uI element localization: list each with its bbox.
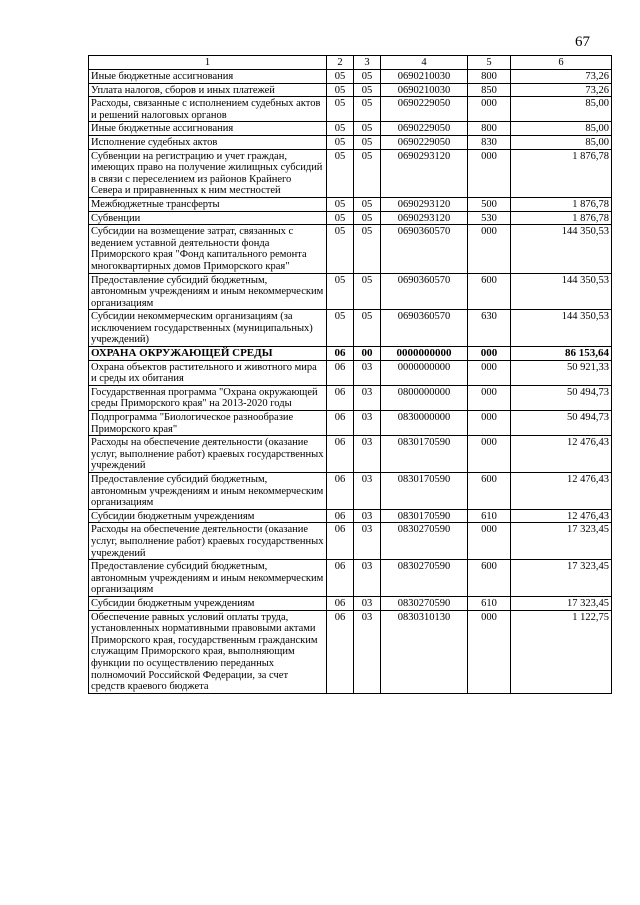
row-amount-cell: 50 494,73: [511, 411, 612, 436]
row-name-cell: Государственная программа "Охрана окружающей среды Приморского края" на 2013-2020 годы: [89, 385, 327, 410]
row-amount-cell: 85,00: [511, 122, 612, 136]
row-name-cell: Предоставление субсидий бюджетным, автономным учреждениям и иным некоммерческим организациям: [89, 273, 327, 310]
row-expense-type-cell: 610: [468, 509, 511, 523]
row-name-cell: Предоставление субсидий бюджетным, автономным учреждениям и иным некоммерческим организациям: [89, 560, 327, 597]
row-subsection-cell: 03: [354, 385, 381, 410]
row-name-cell: Подпрограмма "Биологическое разнообразие Приморского края": [89, 411, 327, 436]
row-section-cell: 05: [327, 225, 354, 273]
row-target-article-cell: 0830170590: [381, 509, 468, 523]
row-amount-cell: 1 876,78: [511, 197, 612, 211]
table-header-row: [89, 56, 612, 70]
budget-table: [88, 55, 612, 694]
row-amount-cell: 144 350,53: [511, 310, 612, 347]
row-section-cell: 06: [327, 347, 354, 361]
row-target-article-cell: 0690293120: [381, 197, 468, 211]
row-target-article-cell: 0690360570: [381, 225, 468, 273]
row-expense-type-cell: 530: [468, 211, 511, 225]
header-col-5: 5: [468, 56, 511, 70]
table-row: [89, 197, 612, 211]
row-target-article-cell: 0000000000: [381, 347, 468, 361]
row-subsection-cell: 05: [354, 310, 381, 347]
table-row: [89, 135, 612, 149]
table-row: [89, 509, 612, 523]
row-section-cell: 05: [327, 197, 354, 211]
page-number: 67: [575, 34, 590, 50]
row-amount-cell: 17 323,45: [511, 523, 612, 560]
row-amount-cell: 1 122,75: [511, 610, 612, 693]
header-col-6: 6: [511, 56, 612, 70]
row-subsection-cell: 03: [354, 523, 381, 560]
row-target-article-cell: 0000000000: [381, 360, 468, 385]
row-subsection-cell: 03: [354, 560, 381, 597]
table-row: [89, 473, 612, 510]
row-target-article-cell: 0690293120: [381, 211, 468, 225]
row-target-article-cell: 0690229050: [381, 97, 468, 122]
table-row: [89, 360, 612, 385]
row-subsection-cell: 05: [354, 225, 381, 273]
row-subsection-cell: 03: [354, 411, 381, 436]
row-amount-cell: 86 153,64: [511, 347, 612, 361]
row-amount-cell: 17 323,45: [511, 560, 612, 597]
row-name-cell: Обеспечение равных условий оплаты труда, установленных нормативными правовыми актами Приморского края, государственным гражданским служащим Приморского края, выполняющим функции по осуществлению переданных полномочий Российской Федерации, за счет средств краевого бюджета: [89, 610, 327, 693]
row-section-cell: 06: [327, 523, 354, 560]
row-amount-cell: 12 476,43: [511, 436, 612, 473]
row-section-cell: 06: [327, 473, 354, 510]
row-expense-type-cell: 800: [468, 122, 511, 136]
table-row: [89, 273, 612, 310]
row-amount-cell: 50 921,33: [511, 360, 612, 385]
row-expense-type-cell: 610: [468, 596, 511, 610]
row-subsection-cell: 05: [354, 273, 381, 310]
row-target-article-cell: 0830270590: [381, 596, 468, 610]
row-name-cell: Исполнение судебных актов: [89, 135, 327, 149]
row-section-cell: 05: [327, 70, 354, 84]
row-target-article-cell: 0830000000: [381, 411, 468, 436]
row-name-cell: Субсидии бюджетным учреждениям: [89, 509, 327, 523]
row-section-cell: 05: [327, 97, 354, 122]
row-name-cell: Расходы на обеспечение деятельности (оказание услуг, выполнение работ) краевых государственных учреждений: [89, 436, 327, 473]
row-amount-cell: 1 876,78: [511, 211, 612, 225]
row-subsection-cell: 03: [354, 360, 381, 385]
row-name-cell: ОХРАНА ОКРУЖАЮЩЕЙ СРЕДЫ: [89, 347, 327, 361]
row-target-article-cell: 0690293120: [381, 149, 468, 197]
table-row: [89, 560, 612, 597]
row-section-cell: 06: [327, 560, 354, 597]
row-section-cell: 05: [327, 122, 354, 136]
row-expense-type-cell: 630: [468, 310, 511, 347]
row-expense-type-cell: 600: [468, 473, 511, 510]
row-subsection-cell: 03: [354, 473, 381, 510]
row-amount-cell: 12 476,43: [511, 509, 612, 523]
row-amount-cell: 85,00: [511, 97, 612, 122]
row-name-cell: Иные бюджетные ассигнования: [89, 70, 327, 84]
row-expense-type-cell: 600: [468, 273, 511, 310]
row-expense-type-cell: 000: [468, 97, 511, 122]
row-subsection-cell: 00: [354, 347, 381, 361]
row-target-article-cell: 0830310130: [381, 610, 468, 693]
table-row: [89, 310, 612, 347]
row-expense-type-cell: 830: [468, 135, 511, 149]
table-row: [89, 411, 612, 436]
table-row: [89, 347, 612, 361]
table-row: [89, 523, 612, 560]
table-row: [89, 149, 612, 197]
row-target-article-cell: 0830170590: [381, 436, 468, 473]
row-section-cell: 06: [327, 360, 354, 385]
row-name-cell: Расходы на обеспечение деятельности (оказание услуг, выполнение работ) краевых государственных учреждений: [89, 523, 327, 560]
row-expense-type-cell: 000: [468, 411, 511, 436]
row-expense-type-cell: 850: [468, 83, 511, 97]
row-amount-cell: 144 350,53: [511, 273, 612, 310]
row-target-article-cell: 0830270590: [381, 560, 468, 597]
row-name-cell: Иные бюджетные ассигнования: [89, 122, 327, 136]
header-col-4: 4: [381, 56, 468, 70]
row-name-cell: Субсидии на возмещение затрат, связанных с ведением уставной деятельности фонда Приморского края "Фонд капитального ремонта многоквартирных домов Приморского края": [89, 225, 327, 273]
row-expense-type-cell: 000: [468, 225, 511, 273]
row-section-cell: 06: [327, 509, 354, 523]
row-expense-type-cell: 800: [468, 70, 511, 84]
row-subsection-cell: 05: [354, 97, 381, 122]
row-subsection-cell: 03: [354, 596, 381, 610]
row-amount-cell: 1 876,78: [511, 149, 612, 197]
row-subsection-cell: 05: [354, 149, 381, 197]
budget-table-body: [89, 56, 612, 694]
row-name-cell: Субсидии некоммерческим организациям (за исключением государственных (муниципальных) учреждений): [89, 310, 327, 347]
row-name-cell: Предоставление субсидий бюджетным, автономным учреждениям и иным некоммерческим организациям: [89, 473, 327, 510]
row-amount-cell: 85,00: [511, 135, 612, 149]
row-subsection-cell: 03: [354, 509, 381, 523]
row-expense-type-cell: 000: [468, 149, 511, 197]
row-target-article-cell: 0830170590: [381, 473, 468, 510]
row-subsection-cell: 05: [354, 135, 381, 149]
row-target-article-cell: 0690229050: [381, 135, 468, 149]
row-subsection-cell: 05: [354, 122, 381, 136]
row-expense-type-cell: 500: [468, 197, 511, 211]
row-section-cell: 05: [327, 211, 354, 225]
row-section-cell: 05: [327, 273, 354, 310]
table-row: [89, 596, 612, 610]
row-amount-cell: 144 350,53: [511, 225, 612, 273]
row-name-cell: Межбюджетные трансферты: [89, 197, 327, 211]
row-section-cell: 06: [327, 411, 354, 436]
table-row: [89, 385, 612, 410]
row-target-article-cell: 0690360570: [381, 310, 468, 347]
row-subsection-cell: 05: [354, 211, 381, 225]
row-amount-cell: 12 476,43: [511, 473, 612, 510]
row-subsection-cell: 05: [354, 197, 381, 211]
row-name-cell: Уплата налогов, сборов и иных платежей: [89, 83, 327, 97]
row-expense-type-cell: 000: [468, 523, 511, 560]
table-row: [89, 436, 612, 473]
row-target-article-cell: 0690229050: [381, 122, 468, 136]
table-row: [89, 225, 612, 273]
row-amount-cell: 50 494,73: [511, 385, 612, 410]
row-name-cell: Расходы, связанные с исполнением судебных актов и решений налоговых органов: [89, 97, 327, 122]
row-target-article-cell: 0690360570: [381, 273, 468, 310]
header-col-1: 1: [89, 56, 327, 70]
table-row: [89, 70, 612, 84]
row-expense-type-cell: 000: [468, 436, 511, 473]
row-section-cell: 05: [327, 310, 354, 347]
header-col-2: 2: [327, 56, 354, 70]
row-subsection-cell: 03: [354, 610, 381, 693]
header-col-3: 3: [354, 56, 381, 70]
row-section-cell: 05: [327, 83, 354, 97]
row-amount-cell: 17 323,45: [511, 596, 612, 610]
row-amount-cell: 73,26: [511, 83, 612, 97]
row-name-cell: Субсидии бюджетным учреждениям: [89, 596, 327, 610]
row-expense-type-cell: 600: [468, 560, 511, 597]
row-subsection-cell: 03: [354, 436, 381, 473]
row-expense-type-cell: 000: [468, 360, 511, 385]
table-row: [89, 211, 612, 225]
row-subsection-cell: 05: [354, 70, 381, 84]
row-section-cell: 06: [327, 610, 354, 693]
row-name-cell: Субвенции: [89, 211, 327, 225]
row-target-article-cell: 0800000000: [381, 385, 468, 410]
table-row: [89, 83, 612, 97]
row-expense-type-cell: 000: [468, 347, 511, 361]
row-subsection-cell: 05: [354, 83, 381, 97]
row-target-article-cell: 0690210030: [381, 83, 468, 97]
table-row: [89, 122, 612, 136]
table-row: [89, 97, 612, 122]
row-name-cell: Охрана объектов растительного и животного мира и среды их обитания: [89, 360, 327, 385]
row-target-article-cell: 0830270590: [381, 523, 468, 560]
row-section-cell: 05: [327, 135, 354, 149]
table-row: [89, 610, 612, 693]
row-name-cell: Субвенции на регистрацию и учет граждан, имеющих право на получение жилищных субсидий в связи с переселением из районов Крайнего Севера и приравненных к ним местностей: [89, 149, 327, 197]
row-section-cell: 06: [327, 596, 354, 610]
row-section-cell: 05: [327, 149, 354, 197]
row-target-article-cell: 0690210030: [381, 70, 468, 84]
row-expense-type-cell: 000: [468, 385, 511, 410]
row-section-cell: 06: [327, 436, 354, 473]
row-amount-cell: 73,26: [511, 70, 612, 84]
row-expense-type-cell: 000: [468, 610, 511, 693]
row-section-cell: 06: [327, 385, 354, 410]
